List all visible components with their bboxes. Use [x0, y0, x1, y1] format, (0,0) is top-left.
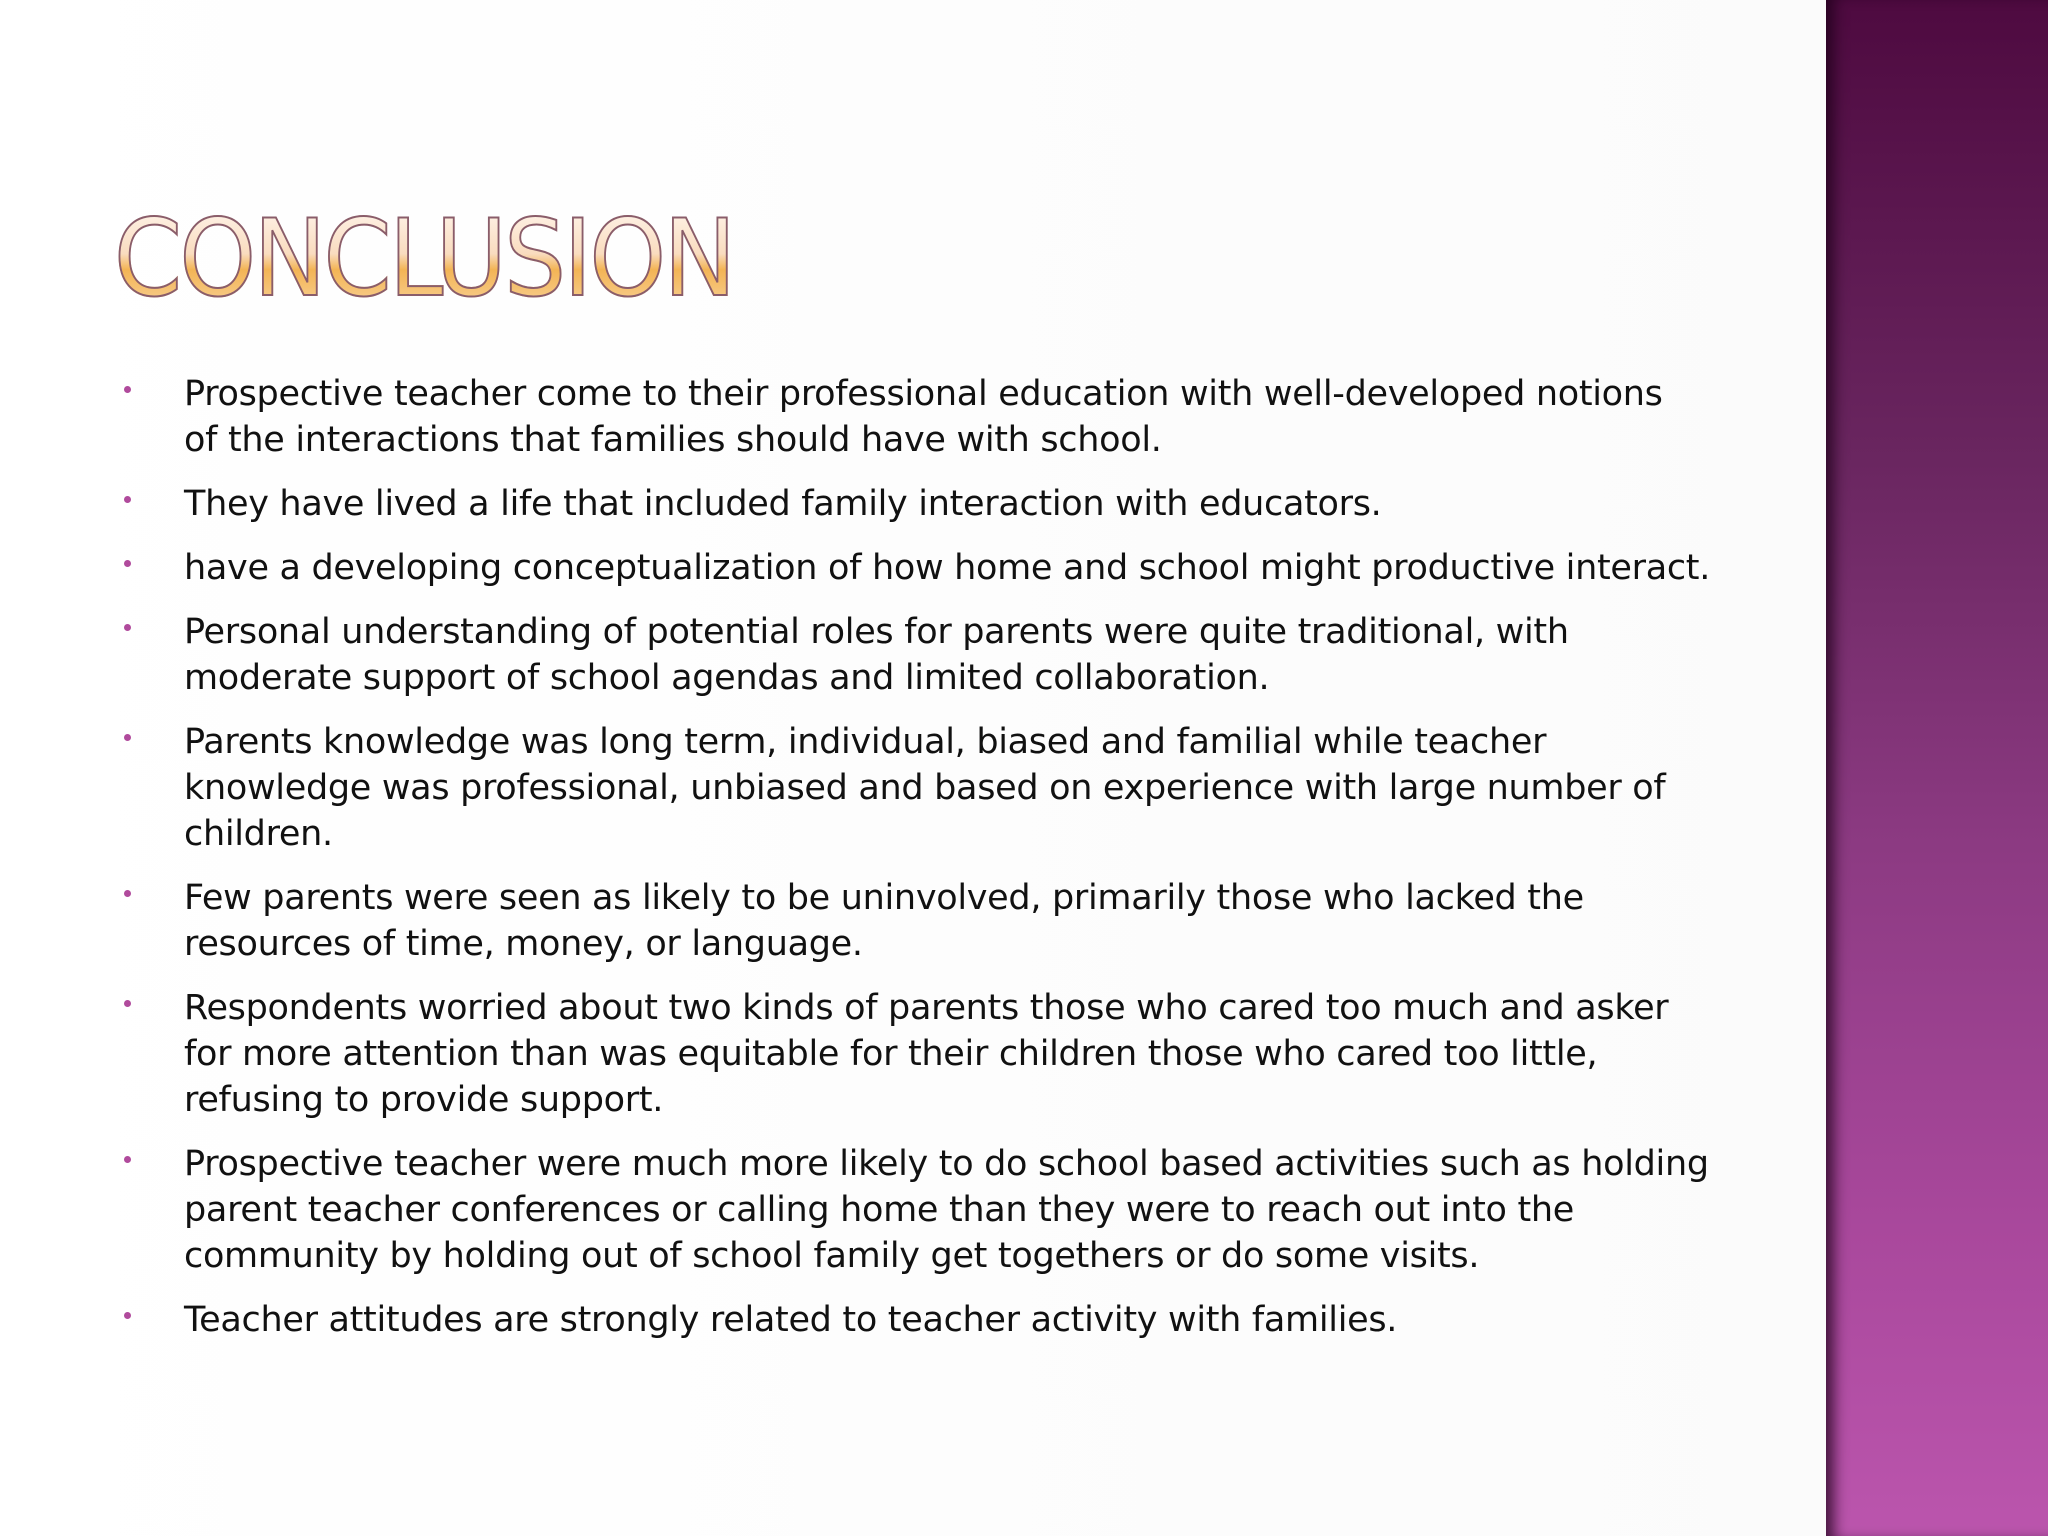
bullet-text-line: refusing to provide support.: [184, 1080, 664, 1120]
bullet-text-line: Teacher attitudes are strongly related to teacher activity with families.: [184, 1300, 1398, 1340]
bullet-text-line: have a developing conceptualization of how home and school might productive interact.: [184, 548, 1711, 588]
bullet-text-line: of the interactions that families should have with school.: [184, 420, 1162, 460]
bullet-dot-icon: [124, 624, 131, 631]
bullet-text-line: for more attention than was equitable for their children those who cared too little,: [184, 1034, 1598, 1074]
bullet-text-line: Respondents worried about two kinds of parents those who cared too much and asker: [184, 988, 1669, 1028]
bullet-item: [0, 875, 1710, 967]
bullet-text-line: They have lived a life that included family interaction with educators.: [184, 484, 1382, 524]
bullet-text-line: Few parents were seen as likely to be uninvolved, primarily those who lacked the: [184, 878, 1584, 918]
bullet-text-line: Prospective teacher were much more likely to do school based activities such as holding: [184, 1144, 1709, 1184]
bullet-dot-icon: [124, 890, 131, 897]
bullet-dot-icon: [124, 1000, 131, 1007]
bullet-text-line: Prospective teacher come to their professional education with well-developed notions: [184, 374, 1663, 414]
slide-title: CONCLUSION: [114, 197, 734, 320]
bullet-dot-icon: [124, 1156, 131, 1163]
bullet-text-line: resources of time, money, or language.: [184, 924, 863, 964]
bullet-text-line: Personal understanding of potential roles for parents were quite traditional, with: [184, 612, 1569, 652]
bullet-dot-icon: [124, 496, 131, 503]
bullet-item: [0, 609, 1710, 701]
bullet-list: [0, 371, 1710, 1361]
bullet-text-line: Parents knowledge was long term, individual, biased and familial while teacher: [184, 722, 1547, 762]
bullet-dot-icon: [124, 386, 131, 393]
bullet-item: [0, 545, 1710, 591]
bullet-text-line: moderate support of school agendas and limited collaboration.: [184, 658, 1270, 698]
bullet-dot-icon: [124, 1312, 131, 1319]
bullet-item: [0, 481, 1710, 527]
bullet-dot-icon: [124, 734, 131, 741]
bullet-text-line: children.: [184, 814, 333, 854]
bullet-text-line: community by holding out of school family get togethers or do some visits.: [184, 1236, 1480, 1276]
bullet-text-line: knowledge was professional, unbiased and based on experience with large number of: [184, 768, 1666, 808]
bullet-item: [0, 719, 1710, 857]
bullet-text-line: parent teacher conferences or calling home than they were to reach out into the: [184, 1190, 1575, 1230]
bullet-item: [0, 1297, 1710, 1343]
bullet-item: [0, 1141, 1710, 1279]
bullet-item: [0, 985, 1710, 1123]
bullet-dot-icon: [124, 560, 131, 567]
bullet-item: [0, 371, 1710, 463]
decorative-sidebar: [1826, 0, 2048, 1536]
